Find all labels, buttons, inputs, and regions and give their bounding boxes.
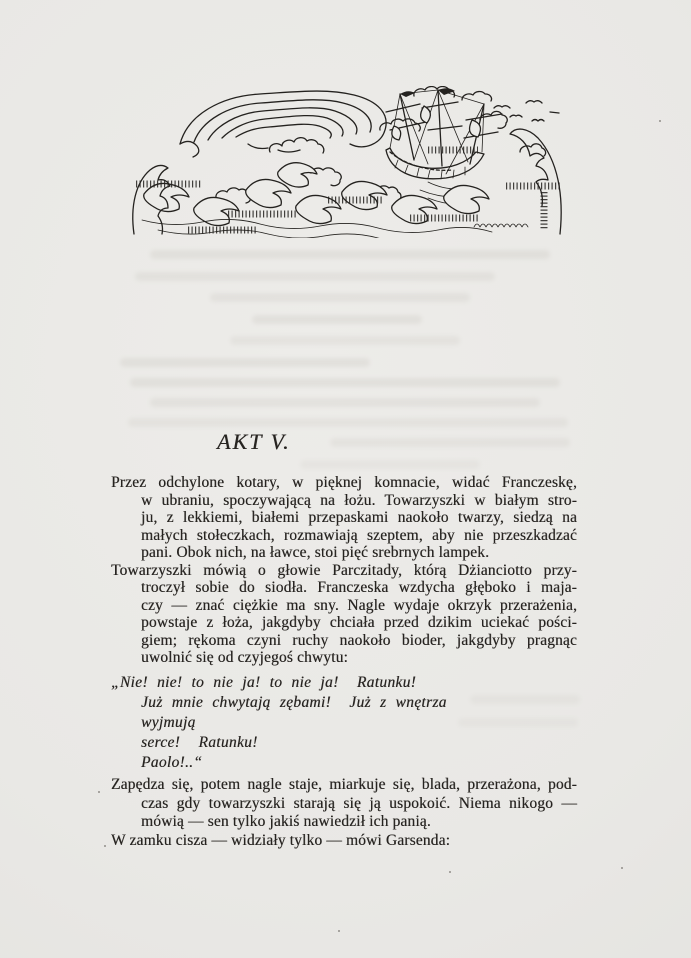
paper-speck — [338, 930, 340, 932]
bleedthrough-smudge — [130, 378, 560, 387]
text-line: czas gdy towarzyszki starają się ją uspokoić. Niema nikogo — — [141, 794, 577, 812]
paper-speck — [104, 845, 106, 847]
bleedthrough-smudge — [300, 460, 480, 469]
text-line: „Nie! nie! to nie ja! to nie ja! Ratunku! — [111, 674, 417, 691]
paper-speck — [98, 791, 100, 793]
bleedthrough-smudge — [120, 358, 370, 367]
closing-line — [111, 832, 577, 851]
bleedthrough-smudge — [252, 315, 422, 324]
text-line: giem; rękoma czyni ruchy naokoło bioder, jakgdyby pragnąc — [141, 631, 577, 649]
text-line: Zapędza się, potem nagle staje, miarkuje się, blada, przerażona, pod- — [111, 776, 577, 793]
rolling-crest-icon — [180, 91, 386, 157]
stage-direction-2 — [111, 562, 577, 667]
text-line: Paolo!..“ — [141, 754, 203, 771]
text-line: czy — znać ciężkie ma sny. Nagle wydaje okrzyk przerażenia, — [141, 596, 577, 614]
text-line: serce! Ratunku! — [141, 734, 258, 751]
paper-speck — [449, 871, 451, 873]
stage-directions-block — [111, 474, 577, 667]
stage-direction-1 — [111, 474, 577, 562]
bleedthrough-smudge — [210, 293, 470, 302]
text-line: W zamku cisza — widziały tylko — mówi Garsenda: — [111, 831, 451, 849]
stage-directions-block-2 — [111, 776, 577, 850]
text-line: małych stołeczkach, rozmawiają szeptem, aby nie przeszkadzać — [141, 526, 577, 544]
bleedthrough-smudge — [128, 418, 568, 427]
paper-speck — [621, 867, 623, 869]
text-line: Przez odchylone kotary, w pięknej komnacie, widać Franczeskę, — [111, 474, 577, 491]
text-line: troczył sobie do siodła. Franczeska wzdycha głęboko i maja- — [141, 579, 577, 596]
text-line: w ubraniu, spoczywającą na łożu. Towarzyszki w białym stro- — [141, 491, 577, 509]
breaking-wave-icon — [133, 129, 561, 234]
franczeska-cry-verse — [111, 673, 577, 773]
text-line: uwolnić się od czyjegoś chwytu: — [141, 649, 348, 666]
seagulls-icon — [494, 101, 559, 121]
bleedthrough-smudge — [330, 438, 570, 447]
storm-ship-illustration — [128, 86, 566, 238]
bleedthrough-smudge — [150, 398, 540, 407]
paper-speck — [659, 120, 661, 122]
text-line: pani. Obok nich, na ławce, stoi pięć srebrnych lampek. — [141, 544, 490, 561]
text-line: mówią — sen tylko jakiś nawiedził ich panią. — [141, 813, 431, 830]
text-line: powstaje z łoża, jakgdyby chciała przed dzikim uciekać pości- — [141, 614, 577, 631]
act-heading: AKT V. — [217, 429, 291, 454]
bleedthrough-smudge — [135, 272, 495, 281]
bleedthrough-smudge — [230, 336, 460, 345]
text-line: ju, z lekkiemi, białemi przepaskami naokoło twarzy, siedzą na — [141, 509, 577, 526]
bleedthrough-smudge — [150, 250, 550, 259]
stage-direction-3 — [111, 776, 577, 832]
text-line: Już mnie chwytają zębami! Już z wnętrza — [141, 694, 447, 711]
sailing-ship-icon — [386, 88, 502, 204]
text-line: wyjmują — [141, 714, 196, 731]
text-line: Towarzyszki mówią o głowie Parczitady, którą Dżianciotto przy- — [111, 561, 577, 579]
